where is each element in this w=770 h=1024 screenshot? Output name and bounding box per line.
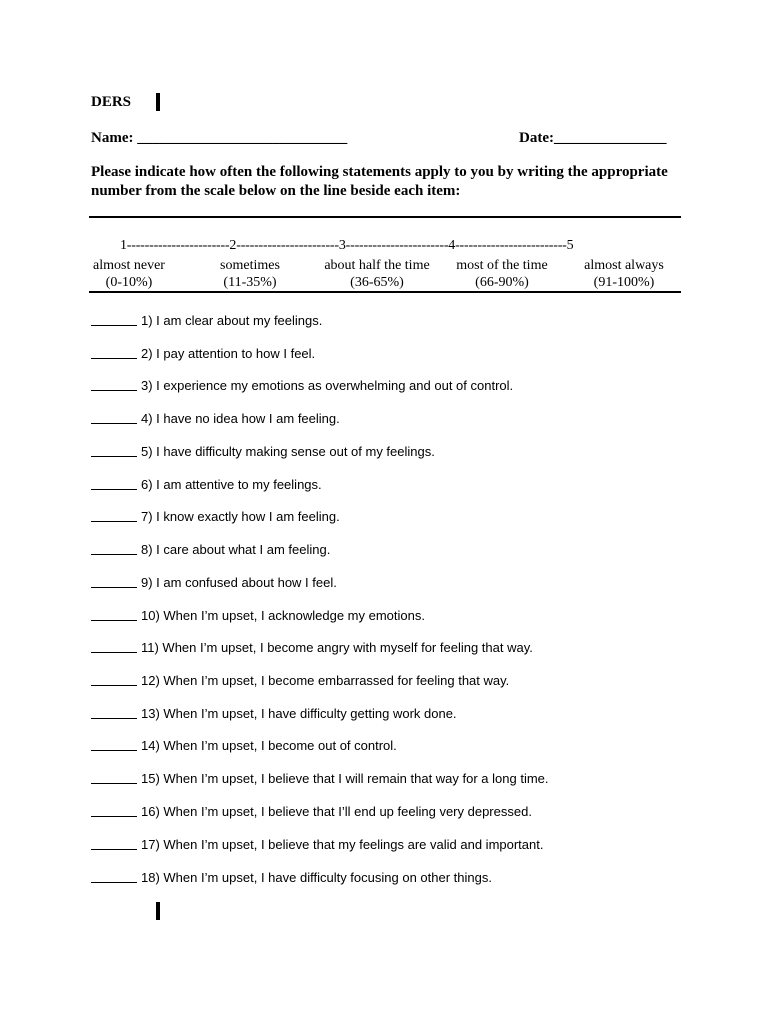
item-text: 9) I am confused about how I feel. bbox=[141, 575, 337, 590]
list-item bbox=[91, 477, 322, 492]
item-text: 8) I care about what I am feeling. bbox=[141, 542, 331, 557]
item-text: 3) I experience my emotions as overwhelming and out of control. bbox=[141, 378, 514, 393]
list-item bbox=[91, 640, 533, 655]
answer-blank[interactable] bbox=[91, 771, 137, 784]
item-text: 6) I am attentive to my feelings. bbox=[141, 477, 322, 492]
scale-line: 1-----------------------2-----------------------3-----------------------4-------------------------5 bbox=[120, 238, 574, 253]
answer-blank[interactable] bbox=[91, 804, 137, 817]
item-text: 18) When I’m upset, I have difficulty focusing on other things. bbox=[141, 870, 492, 885]
answer-blank[interactable] bbox=[91, 837, 137, 850]
answer-blank[interactable] bbox=[91, 575, 137, 588]
scale-point-label: most of the time bbox=[456, 258, 548, 273]
item-text: 4) I have no idea how I am feeling. bbox=[141, 411, 340, 426]
scale-point-1 bbox=[83, 257, 175, 291]
list-item bbox=[91, 673, 509, 688]
scale-point-3 bbox=[316, 257, 438, 291]
item-text: 14) When I’m upset, I become out of control. bbox=[141, 738, 397, 753]
scale-point-label: almost never bbox=[93, 258, 165, 273]
answer-blank[interactable] bbox=[91, 509, 137, 522]
list-item bbox=[91, 837, 543, 852]
list-item bbox=[91, 346, 315, 361]
answer-blank[interactable] bbox=[91, 444, 137, 457]
scale-point-range: (66-90%) bbox=[475, 275, 529, 290]
scale-point-2 bbox=[205, 257, 295, 291]
item-text: 13) When I’m upset, I have difficulty getting work done. bbox=[141, 706, 457, 721]
scale-point-range: (0-10%) bbox=[105, 275, 153, 290]
answer-blank[interactable] bbox=[91, 673, 137, 686]
list-item bbox=[91, 411, 340, 426]
list-item bbox=[91, 378, 513, 393]
scale-point-label: about half the time bbox=[324, 258, 430, 273]
list-item bbox=[91, 313, 322, 328]
scale-point-label: almost always bbox=[584, 258, 664, 273]
answer-blank[interactable] bbox=[91, 411, 137, 424]
item-text: 2) I pay attention to how I feel. bbox=[141, 346, 316, 361]
scale-point-label: sometimes bbox=[220, 258, 280, 273]
date-field-label: Date:_______________ bbox=[519, 130, 667, 146]
item-text: 10) When I’m upset, I acknowledge my emotions. bbox=[141, 608, 425, 623]
list-item bbox=[91, 608, 425, 623]
page-marker-bottom bbox=[156, 902, 160, 920]
item-text: 11) When I’m upset, I become angry with myself for feeling that way. bbox=[141, 640, 533, 655]
divider-top bbox=[89, 216, 681, 218]
scale-point-range: (36-65%) bbox=[350, 275, 404, 290]
item-text: 16) When I’m upset, I believe that I’ll end up feeling very depressed. bbox=[141, 804, 532, 819]
answer-blank[interactable] bbox=[91, 870, 137, 883]
item-text: 17) When I’m upset, I believe that my feelings are valid and important. bbox=[141, 837, 544, 852]
item-text: 1) I am clear about my feelings. bbox=[141, 313, 323, 328]
list-item bbox=[91, 542, 330, 557]
item-text: 15) When I’m upset, I believe that I will remain that way for a long time. bbox=[141, 771, 549, 786]
list-item bbox=[91, 804, 532, 819]
page-marker-top bbox=[156, 93, 160, 111]
instructions-text: Please indicate how often the following statements apply to you by writing the appropriate number from the scale below on the line beside each item: bbox=[91, 164, 668, 199]
answer-blank[interactable] bbox=[91, 378, 137, 391]
scale-point-range: (91-100%) bbox=[593, 275, 655, 290]
document-title: DERS bbox=[91, 94, 132, 110]
list-item bbox=[91, 706, 457, 721]
name-field-label: Name: ____________________________ bbox=[91, 130, 348, 146]
answer-blank[interactable] bbox=[91, 738, 137, 751]
answer-blank[interactable] bbox=[91, 346, 137, 359]
list-item bbox=[91, 771, 549, 786]
divider-bottom bbox=[89, 291, 681, 293]
answer-blank[interactable] bbox=[91, 608, 137, 621]
item-text: 7) I know exactly how I am feeling. bbox=[141, 509, 340, 524]
answer-blank[interactable] bbox=[91, 477, 137, 490]
item-text: 12) When I’m upset, I become embarrassed for feeling that way. bbox=[141, 673, 510, 688]
list-item bbox=[91, 509, 340, 524]
list-item bbox=[91, 870, 492, 885]
item-text: 5) I have difficulty making sense out of my feelings. bbox=[141, 444, 435, 459]
answer-blank[interactable] bbox=[91, 706, 137, 719]
scale-point-4 bbox=[448, 257, 556, 291]
answer-blank[interactable] bbox=[91, 542, 137, 555]
list-item bbox=[91, 575, 337, 590]
list-item bbox=[91, 738, 397, 753]
scale-point-5 bbox=[574, 257, 674, 291]
list-item bbox=[91, 444, 435, 459]
answer-blank[interactable] bbox=[91, 640, 137, 653]
scale-point-range: (11-35%) bbox=[223, 275, 277, 290]
answer-blank[interactable] bbox=[91, 313, 137, 326]
